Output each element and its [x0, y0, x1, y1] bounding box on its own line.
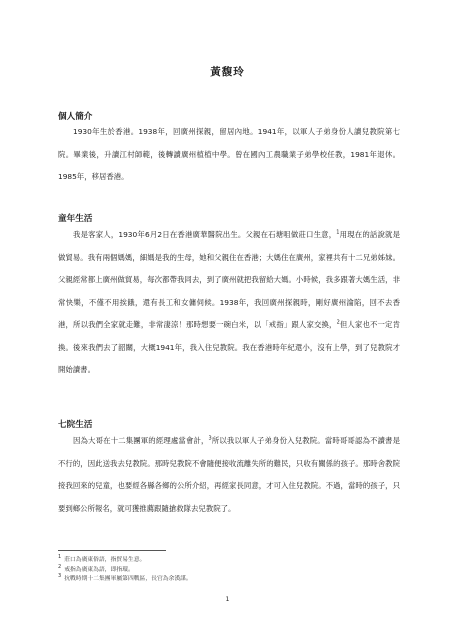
text-run: 用現在的話說就是做貿易。我有兩個媽媽，細媽是我的生母，她和父親住在香港；大媽住在廣州，家裡共有十二兄弟姊妹。父親經常都上廣州做貿易，每次都帶我同去，到了廣州就把我留給大媽。小時候，我多跟著大媽生活，非常快樂，不僅不用挨餓，還有長工和女傭伺候。1938年，我回廣州探親時，剛好廣州淪陷，回不去香港，所以我們全家就走難，非常淒涼！那時想要一碗白米，以「戒指」跟人家交換，	[58, 230, 400, 329]
footnote-item	[58, 556, 192, 566]
section-heading-profile: 個人簡介	[58, 112, 93, 122]
paragraph	[58, 224, 400, 382]
paragraph: 1930年生於香港。1938年，回廣州探親，留居內地。1941年，以軍人子弟身份人讀兒教院第七院。畢業後，升讀江村師範，後轉讀廣州植植中學。曾在國內工農職業子弟學校任教，1981年退休。1985年，移居香港。	[58, 127, 400, 181]
footnote-text: 抗戰時期十二集團軍屬第四戰區，長官為余漢謀。	[64, 576, 192, 582]
footnote-divider	[58, 550, 166, 551]
footnote-number: 3	[58, 573, 62, 580]
paragraph	[58, 430, 400, 520]
page-title: 黃馥玲	[210, 66, 245, 78]
section-heading-childhood: 童年生活	[58, 214, 93, 224]
page-number: 1	[225, 596, 230, 603]
section-heading-seventh-institute: 七院生活	[58, 420, 93, 430]
footnotes	[58, 556, 192, 585]
footnote-item	[58, 563, 192, 576]
footnote-number: 2	[58, 563, 62, 570]
footnote-ref: 2	[336, 319, 340, 326]
text-run: 我是客家人，1930年6月2日在香港廣華醫院出生。父親在石塘咀做莊口生意，	[73, 230, 337, 239]
text-run: 所以我以軍人子弟身份入兒教院。當時哥哥認為不讀書是不行的，因此送我去兒教院。那時兒教院不會隨便接收流離失所的難民，只收有關係的孩子。那時舍教院接我回來的兒童，也要經各縣各鄉的公所介紹，再經家長同意，才可入住兒教院。不過，當時的孩子，只要到鄉公所報名，就可獲推薦跟隨搶救隊去兒教院了。	[58, 436, 400, 513]
footnote-text: 莊口為廣東俗語，指貿易生意。	[64, 557, 146, 563]
text-run: 因為大哥在十二集團軍的經理處當會計，	[73, 436, 209, 445]
footnote-ref: 3	[208, 435, 212, 442]
text-run: 但人家也不一定肯換。後來我們去了韶關，大概1941年，我入住兒教院。我在香港時年紀還小，沒有上學，到了兒教院才開始讀書。	[58, 320, 400, 374]
section-body-childhood	[58, 224, 400, 382]
footnote-text: 戒指為廣東為語，即指環。	[64, 566, 134, 573]
footnote-number: 1	[58, 554, 62, 561]
footnote-item	[58, 575, 192, 585]
section-body-seventh-institute	[58, 430, 400, 520]
footnote-ref: 1	[336, 229, 340, 236]
section-body-profile	[58, 121, 400, 189]
